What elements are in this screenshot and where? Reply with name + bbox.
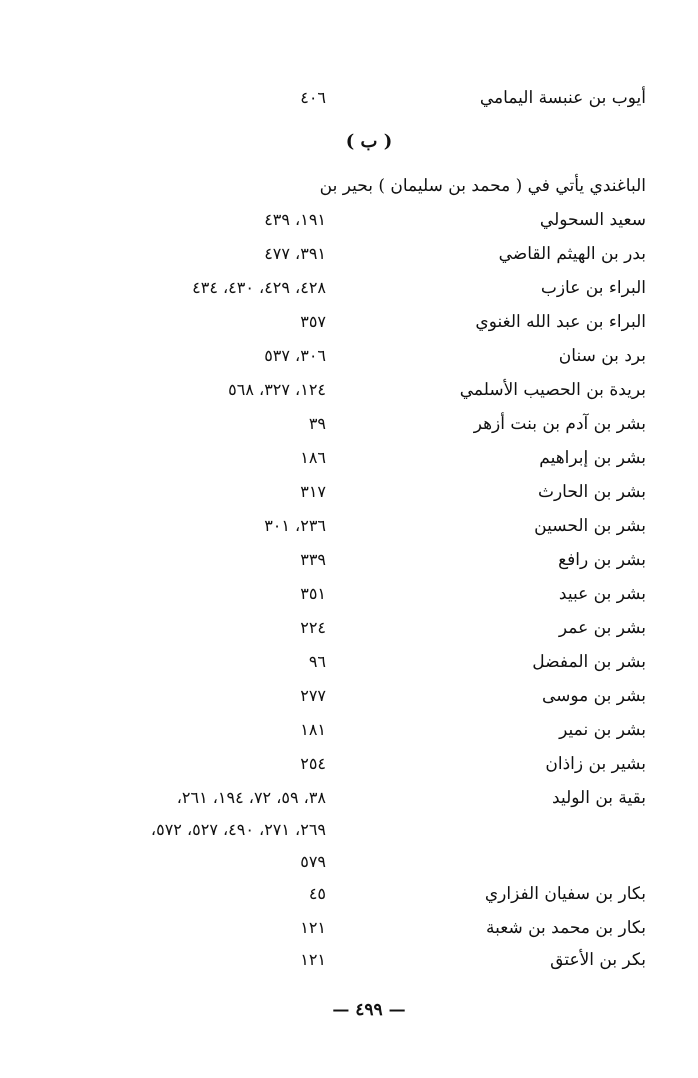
entry-pages: ٩٦ [308, 652, 326, 671]
entry-name: بشر بن الحارث [537, 482, 646, 502]
index-entry-continuation [0, 814, 698, 846]
index-entry [0, 340, 698, 372]
entry-pages: ١٩١، ٤٣٩ [264, 210, 326, 229]
entry-pages: ١٢١ [300, 918, 326, 937]
entry-name: بكار بن محمد بن شعبة [486, 918, 646, 938]
index-entry [0, 782, 698, 814]
entry-name: بكار بن سفيان الفزاري [484, 884, 646, 904]
page-number: — ٤٩٩ — [332, 1000, 406, 1020]
entry-pages: ٤٠٦ [300, 88, 326, 107]
entry-pages: ٤٢٨، ٤٢٩، ٤٣٠، ٤٣٤ [192, 278, 326, 297]
entry-name: أيوب بن عنبسة اليمامي [479, 88, 646, 108]
entry-pages: ٣٨، ٥٩، ٧٢، ١٩٤، ٢٦١، [176, 788, 326, 807]
entry-name: بشر بن عمر [558, 618, 646, 638]
entry-pages: ٢٥٤ [300, 754, 326, 773]
note-text: الباغندي يأتي في ( محمد بن سليمان ) بحير بن [319, 176, 646, 196]
section-letter-heading: ( ب ) [345, 131, 393, 152]
index-entry [0, 442, 698, 474]
index-entry [0, 944, 698, 976]
entry-name: بكر بن الأعتق [550, 950, 646, 970]
index-entry [0, 374, 698, 406]
entry-pages: ٣١٧ [300, 482, 326, 501]
entry-name: بشير بن زاذان [545, 754, 646, 774]
index-entry [0, 510, 698, 542]
index-entry-continuation [0, 846, 698, 878]
index-entry [0, 204, 698, 236]
entry-name: بشر بن إبراهيم [539, 448, 646, 468]
entry-pages: ٢٧٧ [300, 686, 326, 705]
index-entry [0, 646, 698, 678]
index-entry [0, 408, 698, 440]
index-entry [0, 578, 698, 610]
entry-pages: ٢٢٤ [300, 618, 326, 637]
index-entry [0, 878, 698, 910]
entry-pages: ٣٠٦، ٥٣٧ [264, 346, 326, 365]
entry-pages: ١٨٦ [300, 448, 326, 467]
index-entry [0, 748, 698, 780]
entry-name: بدر بن الهيثم القاضي [498, 244, 646, 264]
entry-pages: ١٢١ [300, 950, 326, 969]
index-entry [0, 612, 698, 644]
entry-name: بشر بن عبيد [558, 584, 646, 604]
cross-reference-note [0, 170, 698, 202]
entry-pages: ١٢٤، ٣٢٧، ٥٦٨ [228, 380, 326, 399]
entry-pages: ٢٣٦، ٣٠١ [264, 516, 326, 535]
index-entry [0, 912, 698, 944]
entry-name: سعيد السحولي [539, 210, 646, 230]
index-entry [0, 680, 698, 712]
index-entry [0, 306, 698, 338]
entry-name: بشر بن رافع [558, 550, 646, 570]
entry-name: برد بن سنان [558, 346, 646, 366]
entry-pages: ٣٩١، ٤٧٧ [264, 244, 326, 263]
entry-pages: ٥٧٩ [300, 852, 326, 871]
entry-name: بشر بن المفضل [532, 652, 646, 672]
entry-pages: ١٨١ [300, 720, 326, 739]
entry-name: بشر بن آدم بن بنت أزهر [473, 414, 646, 434]
entry-pages: ٢٦٩، ٢٧١، ٤٩٠، ٥٢٧، ٥٧٢، [150, 820, 326, 839]
index-entry [0, 238, 698, 270]
entry-pages: ٤٥ [308, 884, 326, 903]
index-entry [0, 544, 698, 576]
entry-name: البراء بن عازب [540, 278, 646, 298]
index-entry-top [0, 82, 698, 114]
index-entry [0, 476, 698, 508]
entry-pages: ٣٥١ [300, 584, 326, 603]
entry-name: بقية بن الوليد [552, 788, 646, 808]
entry-name: البراء بن عبد الله الغنوي [475, 312, 646, 332]
entry-name: بشر بن موسى [541, 686, 646, 706]
entry-pages: ٣٣٩ [300, 550, 326, 569]
entry-name: بريدة بن الحصيب الأسلمي [459, 380, 646, 400]
entry-pages: ٣٥٧ [300, 312, 326, 331]
entry-name: بشر بن نمير [559, 720, 646, 740]
entry-name: بشر بن الحسين [534, 516, 646, 536]
entry-pages: ٣٩ [308, 414, 326, 433]
index-entry [0, 714, 698, 746]
index-entry [0, 272, 698, 304]
